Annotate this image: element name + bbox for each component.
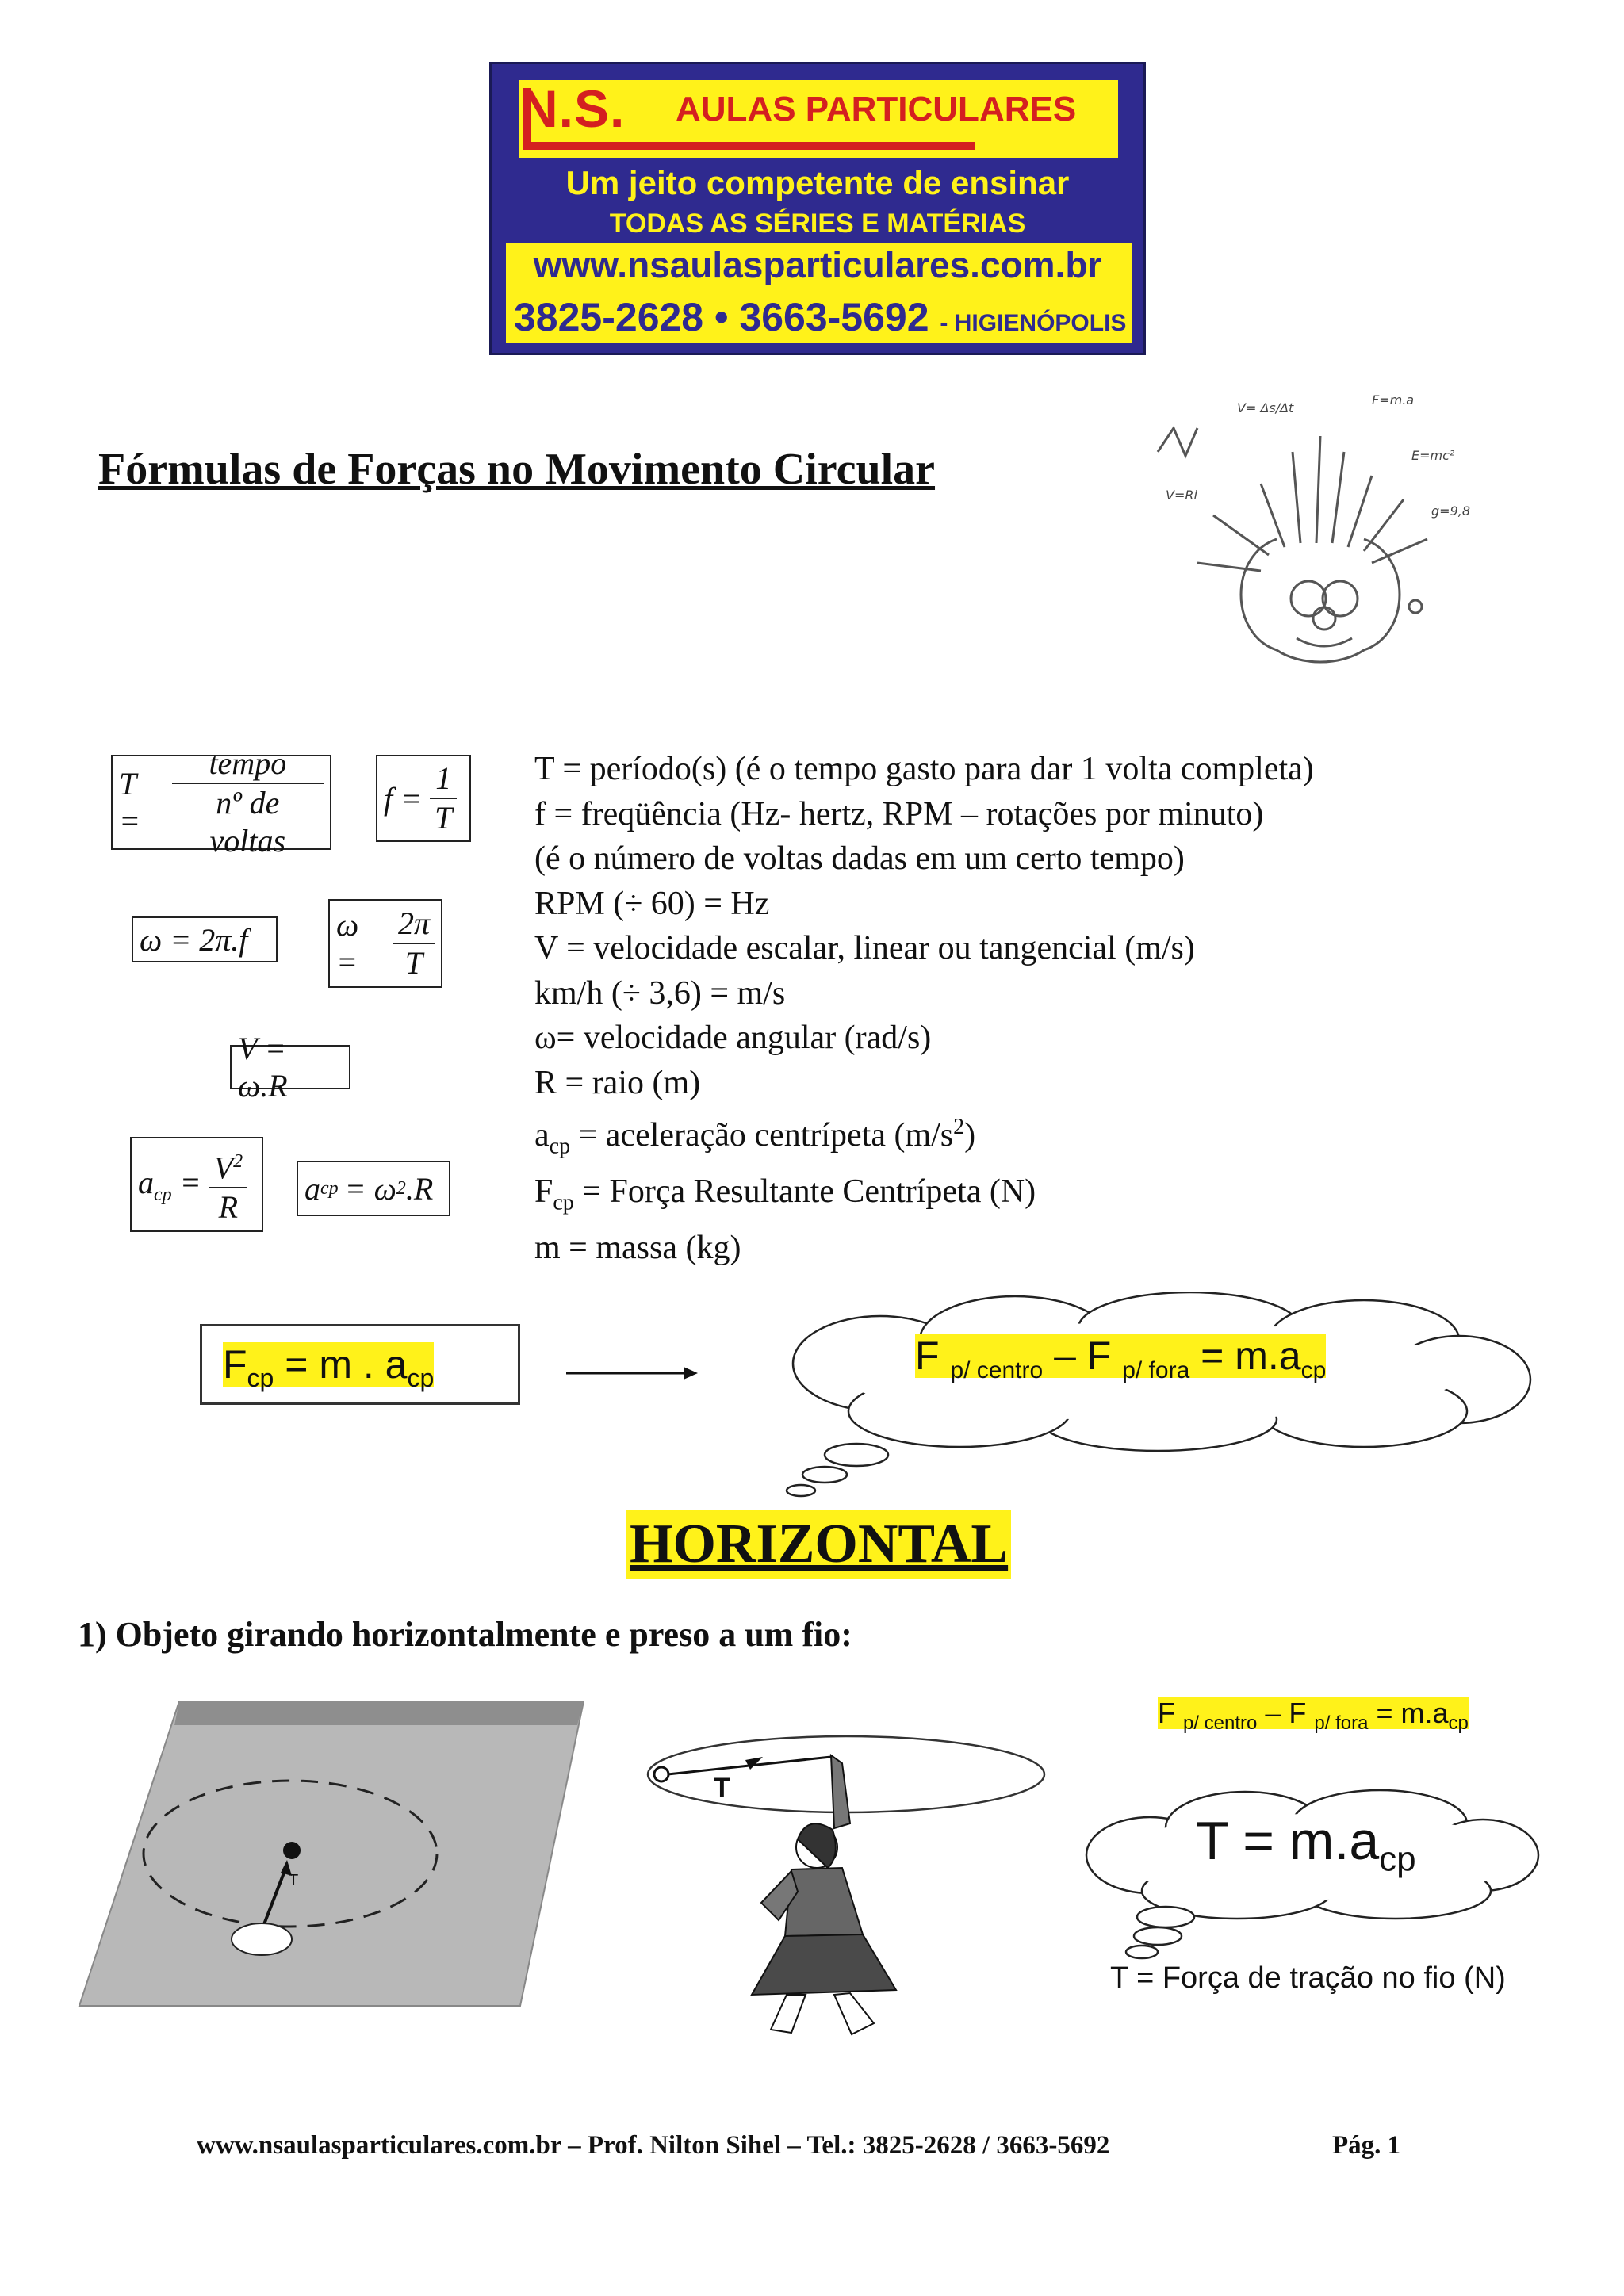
right-arrow-icon [565,1357,699,1389]
denominator: T [435,800,453,836]
formula-omega-f [132,916,278,962]
nose [1313,607,1335,629]
centro-sub: p/ centro [950,1357,1044,1383]
squared: 2 [233,1150,243,1172]
doodle-note: E=mc² [1411,448,1455,463]
def-sub: cp [553,1190,574,1215]
eye-right [1323,581,1358,616]
equals-ma: = m.a [1189,1334,1301,1378]
definition-line: RPM (÷ 60) = Hz [534,885,770,922]
logo-slogan: Um jeito competente de ensinar [565,164,1070,201]
formula-acp-omega [297,1161,450,1216]
thought-cloud [761,1292,1538,1498]
numerator: 1 [430,760,457,799]
question-1: 1) Objeto girando horizontalmente e preso a um fio: [78,1615,852,1654]
cloud-formula-highlight [915,1334,1327,1383]
cp-sub: cp [1448,1712,1469,1735]
numerator: tempo [172,744,324,784]
cp-sub: cp [247,1364,274,1392]
fcp-formula-highlight [223,1342,435,1392]
cp-sub: cp [407,1364,435,1392]
fraction [430,760,457,837]
fcp-formula [223,1341,434,1402]
tension-label: T [714,1773,730,1803]
denominator: T [404,945,423,981]
squared: 2 [396,1177,406,1199]
section-title: HORIZONTAL [626,1510,1011,1578]
mouth [1297,638,1352,646]
eye-left [1291,581,1326,616]
cloud-formula [915,1332,1326,1395]
logo-ns-text: N.S. [520,79,626,138]
definition-line: R = raio (m) [534,1064,701,1101]
fora-sub: p/ fora [1314,1712,1369,1735]
fraction [172,744,324,860]
def-end: ) [964,1117,976,1154]
fcp-formula-box [200,1324,520,1405]
a-symbol: a [304,1170,320,1207]
definition-line: f = freqüência (Hz- hertz, RPM – rotações por minuto) [534,795,1264,832]
f-symbol: F [223,1342,247,1387]
fora-sub: p/ fora [1122,1357,1190,1383]
definition-line [534,1105,1314,1169]
definition-line [534,1169,1314,1226]
numerator: 2π [393,905,435,944]
logo-series: TODAS AS SÉRIES E MATÉRIAS [609,209,1026,239]
physics-head-doodle [1142,381,1483,698]
formula-text: ω = 2π.f [140,921,248,958]
woman-spinning-object-illustration [644,1728,1056,2045]
cp-subscript: cp [320,1177,339,1199]
definition-line: V = velocidade escalar, linear ou tangencial (m/s) [534,930,1195,966]
definition-line: m = massa (kg) [534,1229,741,1266]
fraction [393,905,435,982]
logo-ns-underline [523,142,975,150]
fraction [209,1142,247,1226]
tension-label: T [289,1872,299,1889]
formula-v-omega [230,1031,350,1104]
cp-sub: cp [1379,1839,1416,1879]
page-title: Fórmulas de Forças no Movimento Circular [98,445,936,494]
cp-subscript: cp [154,1184,172,1205]
doodle-note: V=Ri [1166,488,1197,503]
pivot-point [232,1923,292,1955]
r-tail: .R [405,1170,434,1207]
head-outline [1241,539,1400,662]
formula-omega-T [328,899,442,988]
minus-f: – F [1257,1697,1315,1729]
equals-omega: = ω [344,1170,396,1207]
formula-lhs: f = [384,780,423,817]
def-sub: cp [549,1134,571,1159]
centro-sub: p/ centro [1183,1712,1258,1735]
denominator: nº de voltas [209,785,286,859]
page-number: Pág. 1 [1332,2131,1401,2160]
definition-line: ω= velocidade angular (rad/s) [534,1020,932,1056]
logo-phones [514,294,1126,340]
horizontal-table-diagram [76,1697,592,2014]
f-symbol: F [915,1334,951,1378]
def-symbol: F [534,1173,553,1210]
rotating-object [283,1842,301,1859]
tension-definition: T = Força de tração no fio (N) [1110,1961,1506,1995]
denominator: R [218,1189,239,1226]
formula-lhs: T = [119,766,140,839]
tension-formula [1196,1809,1416,1892]
cp-sub: cp [1300,1357,1327,1383]
formula-frequency [376,755,471,842]
tension-formula-main: T = m.a [1196,1811,1380,1871]
formula-lhs [138,1164,201,1206]
logo-url: www.nsaulasparticulares.com.br [533,244,1102,285]
logo-phone-numbers: 3825-2628 • 3663-5692 [514,295,929,339]
logo-location: - HIGIENÓPOLIS [940,310,1127,336]
v-symbol: V [213,1150,234,1186]
footer-text: www.nsaulasparticulares.com.br – Prof. Nilton Sihel – Tel.: 3825-2628 / 3663-5692 [197,2131,1110,2160]
def-sup: 2 [953,1115,965,1139]
def-text: = aceleração centrípeta (m/s [570,1117,954,1154]
definition-line: km/h (÷ 3,6) = m/s [534,974,786,1012]
def-text: = Força Resultante Centrípeta (N) [573,1173,1036,1210]
small-formula [1158,1695,1469,1742]
a-symbol: a [138,1164,154,1200]
doodle-note: F=m.a [1372,392,1415,408]
small-formula-highlight [1158,1697,1469,1735]
logo-banner [489,62,1146,355]
numerator [209,1142,247,1188]
equals: = [179,1164,201,1200]
fcp-mid: = m . a [274,1342,408,1387]
definition-line: T = período(s) (é o tempo gasto para dar 1 volta completa) [534,751,1314,787]
definitions-list [534,747,1314,1270]
f-symbol: F [1158,1697,1183,1729]
formula-period [111,745,331,859]
definition-line: (é o número de voltas dadas em um certo tempo) [534,840,1185,877]
doodle-note: V= Δs/Δt [1237,400,1294,415]
minus-f: – F [1043,1334,1123,1378]
formula-acp-v [130,1137,263,1232]
logo-aulas-text: AULAS PARTICULARES [676,90,1077,128]
def-symbol: a [534,1117,550,1154]
formula-text: V = ω.R [238,1031,288,1104]
equals-ma: = m.a [1368,1697,1449,1729]
formula-lhs: ω = [336,907,359,980]
doodle-note: g=9,8 [1431,503,1471,519]
